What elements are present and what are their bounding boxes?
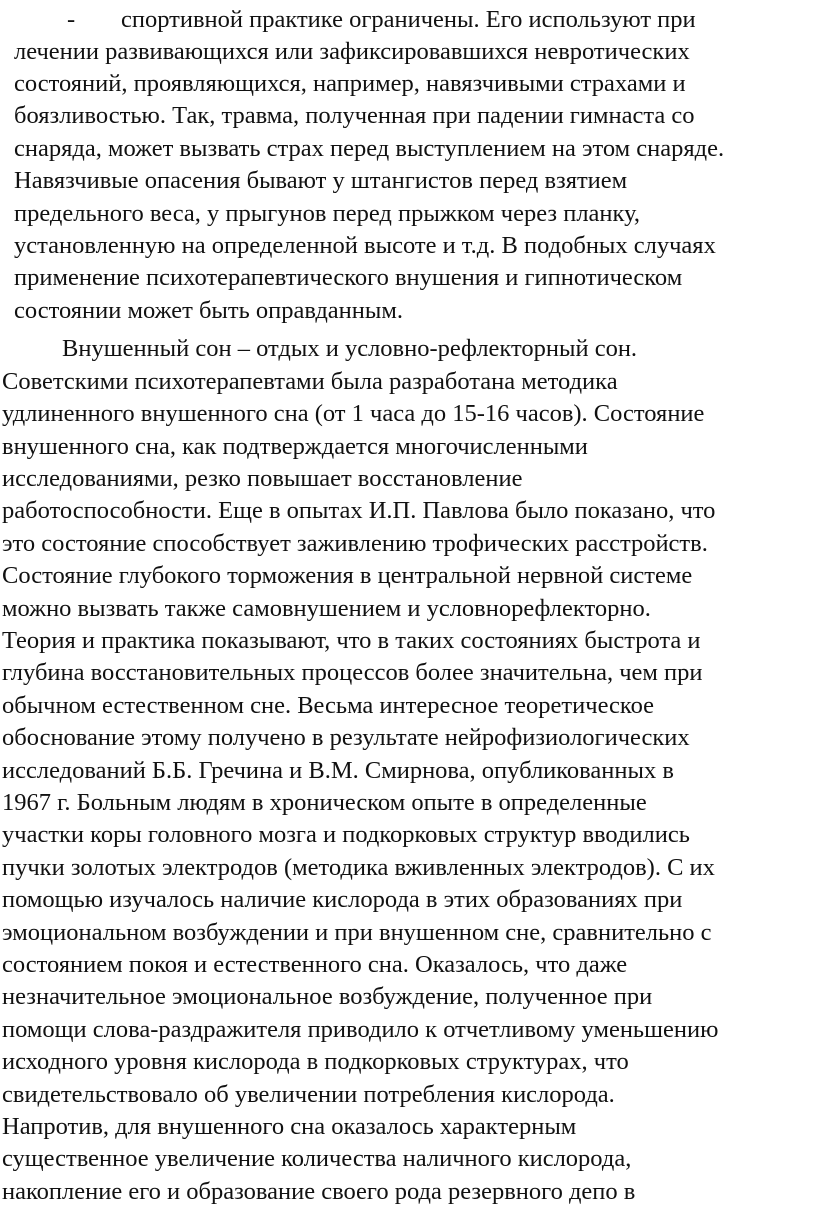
paragraph-line: состоянием покоя и естественного сна. Оказалось, что даже <box>2 951 628 978</box>
paragraph-line: пучки золотых электродов (методика вживленных электродов). С их <box>2 854 715 881</box>
paragraph-line: исходного уровня кислорода в подкорковых структурах, что <box>2 1048 629 1075</box>
list-item-line: Навязчивые опасения бывают у штангистов перед взятием <box>14 167 628 194</box>
paragraph-line: глубина восстановительных процессов более значительна, чем при <box>2 659 703 686</box>
paragraph-line: эмоциональном возбуждении и при внушенном сне, сравнительно с <box>2 919 712 946</box>
paragraph-line: свидетельствовало об увеличении потребления кислорода. <box>2 1081 615 1108</box>
paragraph-line: Теория и практика показывают, что в таких состояниях быстрота и <box>2 627 701 654</box>
paragraph-line: исследованиями, резко повышает восстановление <box>2 465 523 492</box>
paragraph-line: Напротив, для внушенного сна оказалось характерным <box>2 1113 577 1140</box>
paragraph-line: помощи слова-раздражителя приводило к отчетливому уменьшению <box>2 1016 719 1043</box>
list-item-line: предельного веса, у прыгунов перед прыжком через планку, <box>14 200 641 227</box>
paragraph-line: удлиненного внушенного сна (от 1 часа до 15-16 часов). Состояние <box>2 400 705 427</box>
paragraph-line: работоспособности. Еще в опытах И.П. Павлова было показано, что <box>2 497 716 524</box>
paragraph-line: помощью изучалось наличие кислорода в этих образованиях при <box>2 886 683 913</box>
list-item-line: состояний, проявляющихся, например, навязчивыми страхами и <box>14 70 686 97</box>
paragraph-line: существенное увеличение количества наличного кислорода, <box>2 1145 632 1172</box>
list-item-line: боязливостью. Так, травма, полученная при падении гимнаста со <box>14 102 695 129</box>
paragraph-line: Состояние глубокого торможения в центральной нервной системе <box>2 562 693 589</box>
paragraph-line: 1967 г. Больным людям в хроническом опыте в определенные <box>2 789 647 816</box>
paragraph-line: внушенного сна, как подтверждается многочисленными <box>2 433 588 460</box>
paragraph-line: накопление его и образование своего рода резервного депо в <box>2 1178 636 1205</box>
paragraph-line: участки коры головного мозга и подкорковых структур вводились <box>2 821 690 848</box>
list-item-line: снаряда, может вызвать страх перед выступлением на этом снаряде. <box>14 135 725 162</box>
list-item-first-line <box>0 4 816 36</box>
paragraph-line: Советскими психотерапевтами была разработана методика <box>2 368 618 395</box>
list-item-line: установленную на определенной высоте и т.д. В подобных случаях <box>14 232 716 259</box>
paragraph-line: незначительное эмоциональное возбуждение, полученное при <box>2 983 653 1010</box>
list-item-line: спортивной практике ограничены. Его используют при <box>121 6 696 33</box>
paragraph-line: исследований Б.Б. Гречина и В.М. Смирнова, опубликованных в <box>2 757 674 784</box>
paragraph-line: это состояние способствует заживлению трофических расстройств. <box>2 530 708 557</box>
paragraph-line: обоснование этому получено в результате нейрофизиологических <box>2 724 690 751</box>
paragraph-line: обычном естественном сне. Весьма интересное теоретическое <box>2 692 655 719</box>
paragraph-line: можно вызвать также самовнушением и условнорефлекторно. <box>2 595 651 622</box>
list-item-line: состоянии может быть оправданным. <box>14 297 403 324</box>
paragraph-first-line: Внушенный сон – отдых и условно-рефлекторный сон. <box>62 335 638 362</box>
list-item-line: применение психотерапевтического внушения и гипнотическом <box>14 264 683 291</box>
list-item-line: лечении развивающихся или зафиксировавшихся невротических <box>14 38 690 65</box>
list-bullet-marker: - <box>67 6 76 33</box>
